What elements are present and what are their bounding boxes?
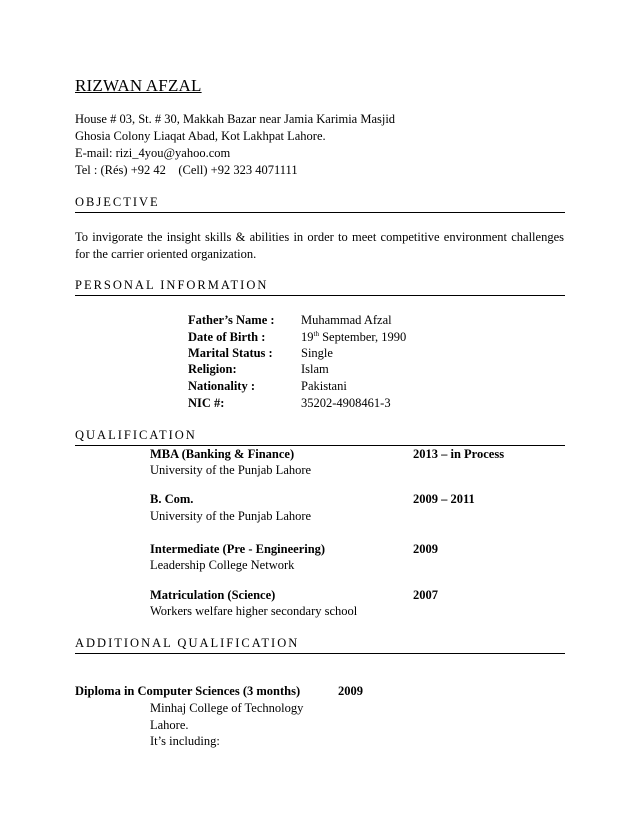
qualification-institution: Workers welfare higher secondary school bbox=[150, 604, 358, 618]
additional-institution: Minhaj College of Technology bbox=[150, 701, 304, 715]
candidate-name: RIZWAN AFZAL bbox=[75, 76, 202, 95]
qualification-year: 2009 – 2011 bbox=[413, 492, 475, 506]
label-nic: NIC #: bbox=[188, 396, 225, 410]
qualification-title: B. Com. bbox=[150, 492, 194, 506]
qualification-title: Intermediate (Pre - Engineering) bbox=[150, 542, 326, 556]
qualification-title: Matriculation (Science) bbox=[150, 588, 276, 602]
qualification-institution: University of the Punjab Lahore bbox=[150, 509, 312, 523]
dob-rest: September, 1990 bbox=[318, 330, 407, 344]
qualification-institution: Leadership College Network bbox=[150, 558, 295, 572]
label-fathers-name: Father’s Name : bbox=[188, 313, 275, 327]
value-nic: 35202-4908461-3 bbox=[301, 396, 391, 410]
section-qualification: QUALIFICATION bbox=[75, 428, 565, 446]
dob-suffix: th bbox=[313, 330, 319, 338]
qualification-title: MBA (Banking & Finance) bbox=[150, 447, 295, 461]
additional-title: Diploma in Computer Sciences (3 months) bbox=[75, 684, 301, 698]
dob-day: 19 bbox=[301, 330, 314, 344]
address-line-2: Ghosia Colony Liaqat Abad, Kot Lakhpat Lahore. bbox=[75, 129, 326, 143]
label-date-of-birth: Date of Birth : bbox=[188, 330, 266, 344]
label-marital-status: Marital Status : bbox=[188, 346, 273, 360]
additional-year: 2009 bbox=[338, 684, 363, 698]
label-religion: Religion: bbox=[188, 362, 237, 376]
objective-text: To invigorate the insight skills & abilities in order to meet competitive environment challenges for the carrier oriented organization. bbox=[75, 230, 564, 261]
section-additional-qualification: ADDITIONAL QUALIFICATION bbox=[75, 636, 565, 654]
value-marital-status: Single bbox=[301, 346, 333, 360]
qualification-year: 2009 bbox=[413, 542, 438, 556]
value-nationality: Pakistani bbox=[301, 379, 347, 393]
additional-city: Lahore. bbox=[150, 718, 189, 732]
qualification-institution: University of the Punjab Lahore bbox=[150, 463, 312, 477]
value-date-of-birth bbox=[301, 330, 406, 345]
label-nationality: Nationality : bbox=[188, 379, 256, 393]
qualification-year: 2013 – in Process bbox=[413, 447, 505, 461]
address-line-1: House # 03, St. # 30, Makkah Bazar near Jamia Karimia Masjid bbox=[75, 112, 396, 126]
section-objective: OBJECTIVE bbox=[75, 195, 565, 213]
section-personal-information: PERSONAL INFORMATION bbox=[75, 278, 565, 296]
additional-including: It’s including: bbox=[150, 734, 220, 748]
phone-line: Tel : (Rés) +92 42 (Cell) +92 323 4071111 bbox=[75, 163, 298, 177]
qualification-year: 2007 bbox=[413, 588, 438, 602]
email-line: E-mail: rizi_4you@yahoo.com bbox=[75, 146, 231, 160]
value-religion: Islam bbox=[301, 362, 329, 376]
value-fathers-name: Muhammad Afzal bbox=[301, 313, 392, 327]
